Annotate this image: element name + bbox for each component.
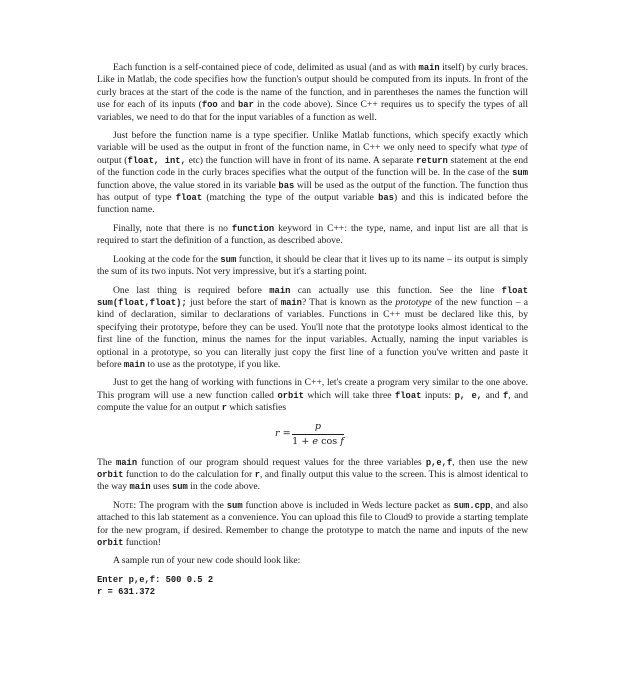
paragraph-main-function: The main function of our program should request values for the three variables p,e,f, then use the new orbit function to do the calculation for r, and finally output this value to the screen. This is almost identical to the way main uses sum in the code above. (97, 456, 528, 493)
paragraph-prototype: One last thing is required before main can actually use this function. See the line float sum(float,float); just before the start of main? That is known as the prototype of the new function – a kind of declaration, similar to declarations of variables. Functions in C++ must be declared like this, by specifying their prototype, before they can be used. You'll note that the prototype looks almost identical to the first line of the function, minus the names for the input variables. Actually, naming the input variables is optional in a prototype, so you can literally just copy the first line of a function you've written and paste it before main to use as the prototype, if you like. (97, 284, 529, 370)
paragraph-functions-intro: Each function is a self-contained piece of code, delimited as usual (and as with main itself) by curly braces. Like in Matlab, the code specifies how the function's output should be computed from its inputs. In front of the curly braces at the start of the code is the name of the function, and in parentheses the names the function will use for each of its inputs (foo and bar in the code above). Since C++ requires us to specify the types of all variables, we need to do that for the input variables of a function as well. (97, 62, 528, 123)
paragraph-orbit-task: Just to get the hang of working with functions in C++, let's create a program very similar to the one above. This program will use a new function called orbit which will take three float inputs: p, e, and f, and compute the value for an output r which satisfies (97, 377, 529, 414)
equation-denominator: 1 + e cos f (292, 435, 344, 447)
paragraph-no-function-keyword: Finally, note that there is no function keyword in C++: the type, name, and input list are all that is required to start the definition of a function, as described above. (97, 222, 529, 247)
equation-fraction (292, 421, 344, 449)
paragraph-sample-intro: A sample run of your new code should look like: (113, 555, 301, 567)
paragraph-type-specifier: Just before the function name is a type specifier. Unlike Matlab functions, which specify exactly which variable will be used as the output in front of the function name, in C++ we only need to specify what type of output (float, int, etc) the function will have in front of its name. A separate return statement at the end of the function code in the curly braces specifies what the output of the function will be. In the case of the sum function above, the value stored in its variable bas will be used as the output of the function. The function thus has output of type float (matching the type of the output variable bas) and this is indicated before the function name. (97, 130, 529, 216)
document-page (97, 62, 528, 598)
note-label: Note: (113, 499, 137, 511)
equation-numerator: p (292, 421, 344, 435)
sample-output (97, 574, 528, 598)
sample-line-result: r = 631.372 (97, 586, 156, 597)
paragraph-note: Note: The program with the sum function above is included in Weds lecture packet as sum.cpp, and also attached to this lab statement as a convenience. You can upload this file to Cloud9 to provide a starting template for the new program, if desired. Remember to change the prototype to match the name and inputs of the new orbit function! (97, 499, 528, 548)
paragraph-sum-function: Looking at the code for the sum function, it should be clear that it lives up to its name – its output is simply the sum of its two inputs. Not very impressive, but it's a starting point. (97, 253, 528, 278)
orbit-equation (97, 421, 528, 447)
equation-lhs: r = (275, 427, 291, 439)
sample-line-input: Enter p,e,f: 500 0.5 2 (97, 574, 214, 585)
